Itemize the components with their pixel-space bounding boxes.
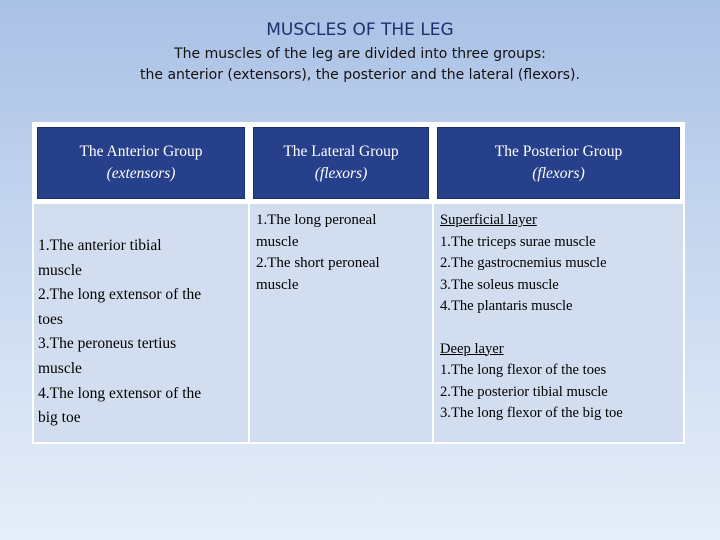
lateral-muscle-list [250, 204, 432, 296]
list-item: 2.The posterior tibial muscle [440, 383, 608, 400]
anterior-muscle-list [34, 204, 248, 431]
list-item: 1.The long flexor of the toes [440, 362, 607, 378]
list-item: 1.The long peroneal [256, 212, 377, 228]
list-item: toes [38, 310, 63, 328]
list-item: 3.The peroneus tertius [38, 335, 177, 353]
list-item: 3.The long flexor of the big toe [440, 405, 623, 421]
header-sub: (flexors) [532, 165, 585, 182]
header-name: The Posterior Group [494, 143, 623, 160]
list-item: 4.The plantaris muscle [440, 298, 573, 314]
list-item: big toe [38, 409, 81, 427]
page-subtitle [0, 44, 720, 86]
deep-layer-list [440, 360, 679, 425]
header-name: The Anterior Group [79, 143, 203, 160]
list-item: 1.The triceps surae muscle [440, 233, 596, 250]
list-item: 1.The anterior tibial [38, 237, 162, 254]
lateral-group-cell [249, 203, 433, 443]
deep-layer-title: Deep layer [440, 340, 504, 357]
list-item: 3.The soleus muscle [440, 276, 559, 293]
superficial-layer-title: Superficial layer [440, 212, 537, 228]
posterior-muscle-list [434, 204, 683, 425]
anterior-group-cell [33, 203, 249, 443]
header-sub: (flexors) [314, 165, 368, 182]
list-item: muscle [256, 276, 299, 293]
header-lateral-group [249, 123, 433, 203]
table-body-row [33, 203, 684, 443]
list-item: muscle [256, 233, 299, 250]
header-anterior-group [33, 123, 249, 203]
header-posterior-group [433, 123, 684, 203]
table-header-row [33, 123, 684, 203]
superficial-layer-list [440, 232, 679, 318]
list-item: 2.The gastrocnemius muscle [440, 255, 607, 271]
list-item: muscle [38, 261, 82, 279]
page-title: MUSCLES OF THE LEG [266, 20, 454, 40]
muscle-groups-table [32, 122, 685, 444]
list-item: muscle [38, 359, 82, 377]
subtitle-line: The muscles of the leg are divided into three groups: [174, 46, 546, 62]
header-sub: (extensors) [106, 165, 176, 182]
list-item: 2.The short peroneal [256, 255, 380, 271]
header-name: The Lateral Group [283, 143, 399, 160]
list-item: 4.The long extensor of the [38, 384, 202, 402]
posterior-group-cell [433, 203, 684, 443]
subtitle-line: the anterior (extensors), the posterior and the lateral (flexors). [140, 67, 580, 83]
list-item: 2.The long extensor of the [38, 286, 202, 304]
